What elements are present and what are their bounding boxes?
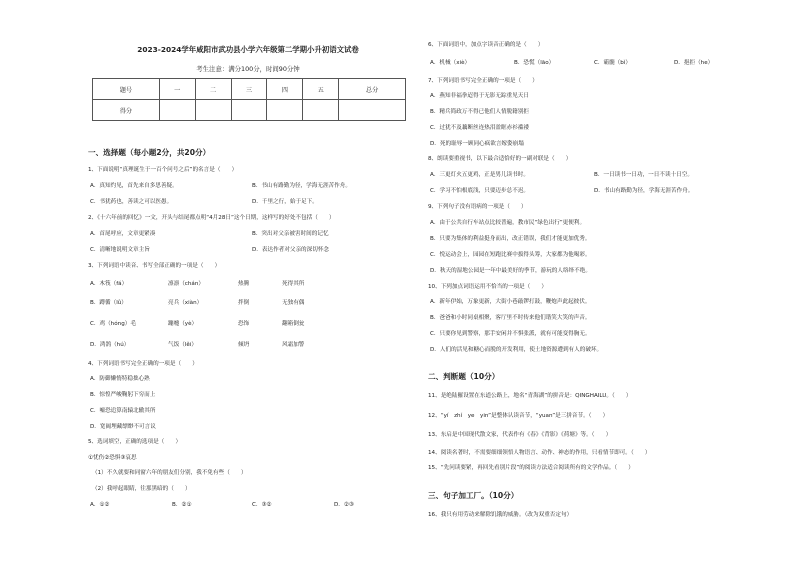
question-stem: 9、下列句子没有语病的一项是（ ） — [428, 204, 527, 210]
option-d: D．宽阔埋藏缥缈不可言议 — [90, 424, 156, 430]
option-a: A．①② — [90, 502, 110, 508]
option-c: C．嘘恐追算南辕北辙其所 — [90, 408, 156, 414]
score-input-cell[interactable] — [339, 100, 406, 121]
option-c: C．悦运动会上，园园在短跑比赛中拔得头筹，大家都为他喝彩。 — [430, 252, 591, 258]
judgement-item: 14、阅读名著时，不需要细细领悟人物语言、动作、神态的作用，只看情节即可。（ ） — [428, 450, 651, 456]
option-cell: D．鸿鹄（hú） — [90, 342, 130, 348]
option-cell: 气饭（lěi） — [168, 342, 197, 348]
question-stem: 4、下列词语书写完全正确的一项是（ ） — [88, 361, 198, 367]
option-c: C．书犹药也，善读之可以医愚。 — [90, 199, 173, 205]
option-cell: A．木筏（fá） — [90, 281, 128, 287]
option-cell: 恐饰 — [238, 321, 250, 327]
score-input-cell[interactable] — [231, 100, 267, 121]
sentence-2: （2）我呼起眼睛，往那黑暗的（ ） — [92, 486, 191, 492]
option-cell: C．鸡（hóng）毛 — [90, 321, 136, 327]
table-row — [93, 79, 406, 100]
option-cell: 蹦嚏（yè） — [168, 321, 198, 327]
score-input-cell[interactable] — [195, 100, 231, 121]
option-cell: 风霜加警 — [282, 342, 305, 348]
score-input-cell[interactable] — [303, 100, 339, 121]
table-row — [93, 100, 406, 121]
section-heading: 一、选择题（每小题2分，共20分） — [88, 148, 211, 157]
judgement-item: 13、东启是中国现代散文家，代表作有《春》《背影》《荷塘》等。（ ） — [428, 432, 612, 438]
option-c: C．清晰地说明文章主旨 — [90, 247, 150, 253]
option-b: B．惊惶严峻鞠躬下穷而上 — [90, 392, 156, 398]
score-table — [92, 78, 406, 121]
word-bank: ①忧伤②恐惧③哀思 — [88, 455, 137, 461]
question-stem: 2、《十六年前的回忆》一文，开头与结尾都点明“4月28日”这个日期，这样写的好处不包括（ ） — [88, 215, 335, 221]
page-title: 2023-2024学年咸阳市武功县小学六年级第二学期小升初语文试卷 — [137, 45, 359, 54]
table-cell: 五 — [303, 79, 339, 100]
option-d: D．秋天的湿地公园是一年中最美好的季节，游玩的人络绎不绝。 — [430, 268, 591, 274]
question-stem: 7、下列词语书写完全正确的一项是（ ） — [428, 78, 538, 84]
option-b: B．爸爸和小时同桌相聚，客厅里不时传来他们谐笑大笑的声音。 — [430, 315, 591, 321]
option-b: B．书山有路勤为径，学海无涯苦作舟。 — [252, 183, 351, 189]
question-stem: 10、下列加点词语运用不恰当的一项是（ ） — [428, 284, 547, 290]
option-b: B．恐慌（lāo） — [514, 60, 555, 66]
option-cell: 翻箱倒瓮 — [282, 321, 305, 327]
option-c: C．只要你见到警察，那手安闲并不惧张派，就有可能变得胸无。 — [430, 331, 591, 337]
option-b: B．突出对父亲被害时间的记忆 — [252, 231, 329, 237]
option-b: B．只要为集体的利益挺身而出，改正错误，我们才能更加优秀。 — [430, 236, 591, 242]
judgement-item: 12、“yí zhí ye yin”是整体认读音节，“yuan”是三拼音节。（ ） — [428, 413, 609, 419]
option-cell: 倾坍 — [238, 342, 250, 348]
option-a: A．燕知非福拳迢得于无影无踪重见天日 — [430, 93, 529, 99]
exam-note: 考生注意：满分100分，时间90分钟 — [196, 65, 300, 73]
option-d: D．挹拒（he） — [674, 60, 714, 66]
question-stem: 3、下列词语中读音、书写全部正确的一项是（ ） — [88, 263, 221, 269]
option-a: A．由于公共自行车站点比较普遍，教市民“绿色出行”更便利。 — [430, 220, 586, 226]
option-a: A．新年伊始，万象更新，大街小巷敲锣打鼓，鞭炮声此起彼伏。 — [430, 299, 591, 305]
table-cell: 三 — [231, 79, 267, 100]
question-stem: 1、下面说明“真理诞生于一百个问号之后”的名言是（ ） — [88, 167, 238, 173]
judgement-item: 11、是绝陆羅设置在东道公路上，地名“青海湖”的拼音是：QINGHAILU。（ ） — [428, 393, 632, 399]
table-cell: 一 — [159, 79, 195, 100]
table-cell: 题号 — [93, 79, 160, 100]
question-stem: 5、选词填空，正确的选项是（ ） — [88, 439, 182, 445]
option-cell: 热腾 — [238, 281, 250, 287]
section-heading: 三、句子加工厂。（10分） — [428, 491, 519, 500]
option-cell: 亮兵（xiàn） — [168, 300, 203, 306]
option-b: B．精兵简政万不得已他们人情脱籍别拒 — [430, 109, 529, 115]
option-d: D．书山有路勤为径，学海无涯苦作舟。 — [594, 188, 694, 194]
section-heading: 二、判断题（10分） — [428, 372, 500, 381]
option-a: A．真知灼见，首先来自多思善疑。 — [90, 183, 178, 189]
table-cell: 得分 — [93, 100, 160, 121]
score-input-cell[interactable] — [267, 100, 303, 121]
option-d: D．②③ — [334, 502, 354, 508]
option-b: B．②① — [172, 502, 192, 508]
option-c: C．③② — [252, 502, 272, 508]
option-cell: 无独有偶 — [282, 300, 305, 306]
option-d: D．千里之行，始于足下。 — [252, 199, 318, 205]
table-cell: 总分 — [339, 79, 406, 100]
option-cell: 拌倒 — [238, 300, 250, 306]
score-input-cell[interactable] — [159, 100, 195, 121]
option-a: A．三更灯火五更鸡，正是男儿读书时。 — [430, 172, 529, 178]
sentence-1: （1）不久就要和同窗六年的朋友们分别，我不免有些（ ） — [92, 470, 247, 476]
option-d: D．死的耻辱一顾同心疯欲言嫁姿崩塌 — [430, 141, 524, 147]
option-cell: 死得其所 — [282, 281, 305, 287]
table-cell: 四 — [267, 79, 303, 100]
option-cell: 凛凛（chán） — [168, 281, 204, 287]
option-c: C．霸髓（bì） — [594, 60, 631, 66]
option-c: C．学习不怕根底浅，只要迈步总不迟。 — [430, 188, 530, 194]
option-c: C．过犹不及藕断丝连热泪盈眶赤衫褴褛 — [430, 125, 530, 131]
option-b: B．一日读书一日功，一日不读十日空。 — [594, 172, 693, 178]
option-cell: B．蹲循（lǜ） — [90, 300, 127, 306]
judgement-item: 15、“先问读要紧，再回先看别片段”的阅读方法适合阅读所有的文学作品。（ ） — [428, 465, 634, 471]
option-a: A．防御懒惰特稳拙心熟 — [90, 376, 150, 382]
question-stem: 16、我只有用劳动来解除饥饿的威胁。（改为双重否定句） — [428, 512, 573, 518]
question-stem: 8、朗读要重视书，以下最合适恰好的一副对联是（ ） — [428, 156, 572, 162]
option-a: A．首尾呼应，文章更紧凑 — [90, 231, 156, 237]
option-d: D．人们的活见和糖心而脱的开发利用，使土地资源遭到有人的破坏。 — [430, 347, 603, 353]
option-d: D．表达作者对父亲的深切怀念 — [252, 247, 330, 253]
question-stem: 6、下面词语中，加点字读音正确的是（ ） — [428, 42, 544, 48]
table-cell: 二 — [195, 79, 231, 100]
option-a: A．机械（xiè） — [430, 60, 471, 66]
